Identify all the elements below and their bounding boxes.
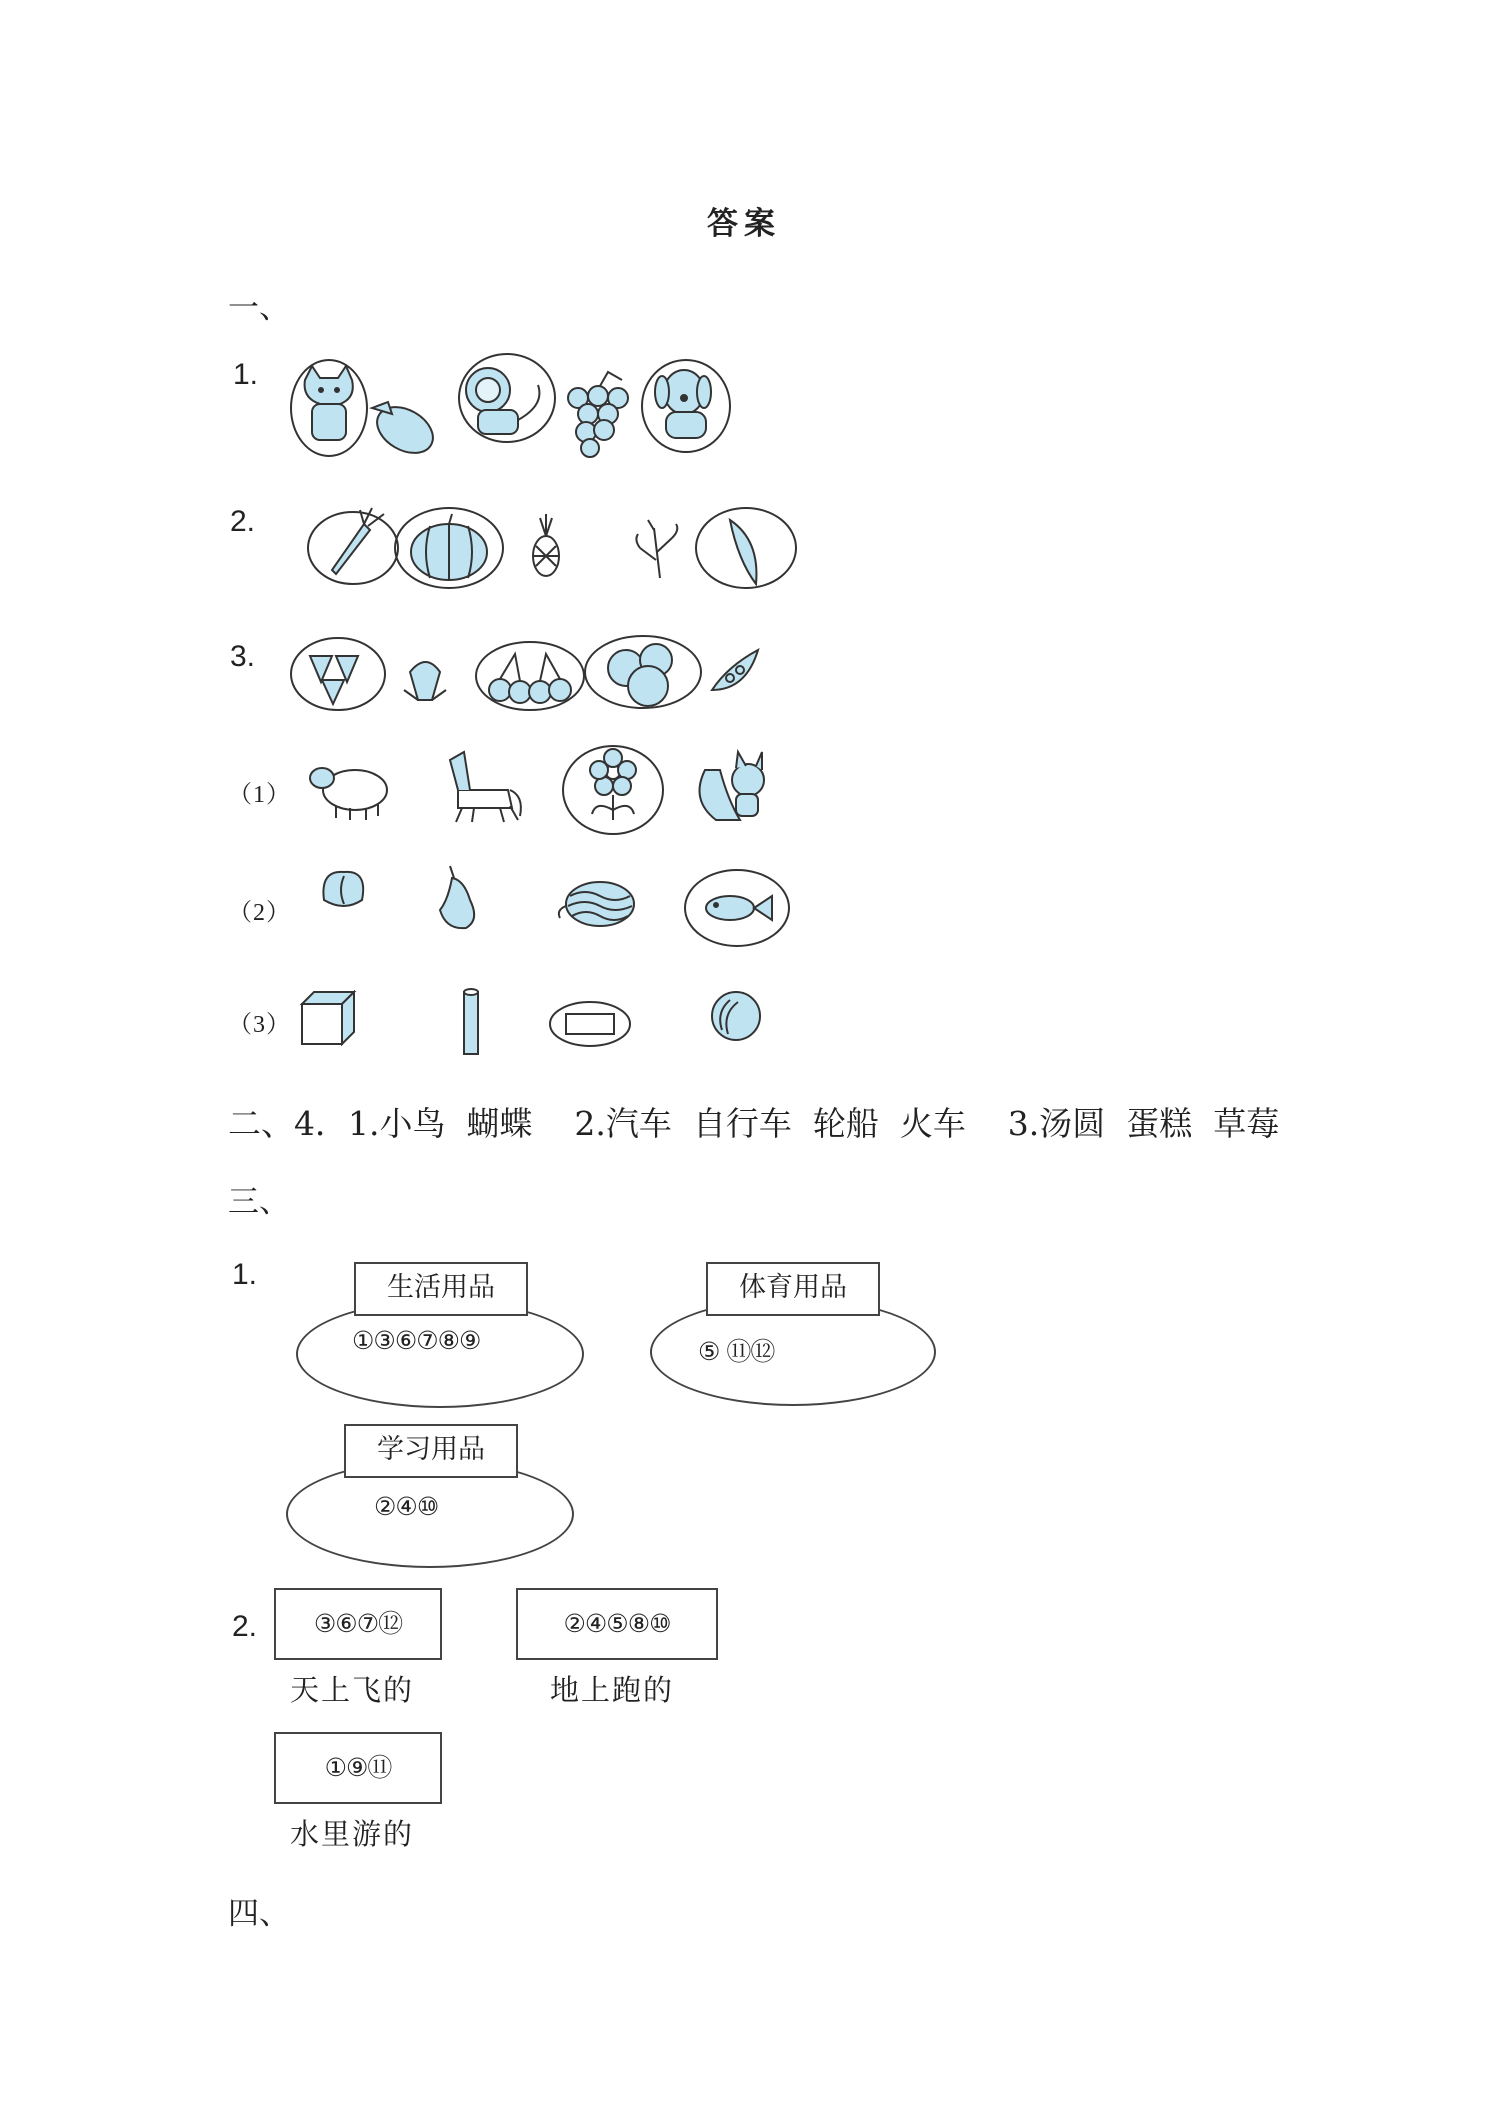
group-items: ⑤ ⑪⑫	[698, 1337, 775, 1366]
group-label: 生活用品	[354, 1262, 528, 1316]
circle-mark	[476, 642, 584, 710]
section-3-heading: 三、	[228, 1184, 290, 1220]
q3-label: 3.	[230, 640, 256, 673]
eggplant-icon	[369, 398, 441, 463]
flower-icon	[590, 749, 636, 820]
group-label: 体育用品	[706, 1262, 880, 1316]
cabbage-icon	[404, 662, 446, 700]
paren-2-label: （2）	[228, 900, 291, 926]
circle-mark	[291, 638, 385, 710]
cherries-icon	[489, 654, 571, 703]
rectangle-icon	[566, 1014, 614, 1034]
cylinder-icon	[464, 989, 478, 1054]
box-caption: 地上跑的	[550, 1673, 675, 1707]
oranges-icon	[608, 644, 672, 706]
strawberries-icon	[310, 656, 358, 704]
box-caption: 天上飞的	[290, 1673, 415, 1707]
pineapple-icon	[533, 514, 559, 576]
group-items: ②④⑩	[374, 1492, 439, 1521]
sheep-icon	[310, 768, 387, 820]
lion-icon	[466, 368, 539, 434]
pear-icon	[440, 866, 474, 928]
answer-box	[516, 1588, 718, 1660]
peas-icon	[712, 650, 758, 690]
group-items: ①③⑥⑦⑧⑨	[352, 1326, 481, 1355]
box-items: ③⑥⑦⑫	[313, 1609, 403, 1638]
horse-icon	[450, 752, 521, 822]
row-1-pictures	[291, 354, 730, 462]
fish-icon	[706, 896, 772, 920]
s3-q1-label: 1.	[232, 1258, 258, 1291]
paren-1-label: （1）	[228, 782, 291, 808]
section-2-answers: 二、4．1.小鸟 蝴蝶 2.汽车 自行车 轮船 火车 3.汤圆 蛋糕 草莓	[228, 1104, 1280, 1143]
answer-box	[274, 1588, 442, 1660]
row-3-pictures	[291, 636, 758, 710]
squirrel-icon	[700, 752, 764, 820]
answer-box	[274, 1732, 442, 1804]
section-1-heading: 一、	[228, 290, 290, 326]
peach-icon	[323, 872, 363, 906]
box-caption: 水里游的	[290, 1817, 415, 1851]
bean-pod-icon	[730, 520, 756, 584]
paren-3-pictures	[302, 989, 760, 1054]
box-items: ①⑨⑪	[324, 1753, 392, 1782]
page-title: 答案	[707, 206, 781, 242]
cube-icon	[302, 992, 354, 1044]
q1-label: 1.	[233, 358, 259, 391]
ball-icon	[712, 992, 760, 1040]
pumpkin-icon	[411, 514, 487, 580]
grapes-icon	[568, 372, 628, 457]
q2-label: 2.	[230, 505, 256, 538]
watermelon-icon	[559, 882, 634, 926]
dog-icon	[655, 370, 711, 438]
row-2-pictures	[308, 508, 796, 588]
s3-q2-label: 2.	[232, 1610, 258, 1643]
paren-3-label: （3）	[228, 1012, 291, 1038]
box-items: ②④⑤⑧⑩	[563, 1609, 671, 1638]
cat-icon	[305, 366, 353, 440]
paren-1-pictures	[310, 746, 764, 834]
flower-sprig-icon	[636, 520, 677, 578]
group-label: 学习用品	[344, 1424, 518, 1478]
section-4-heading: 四、	[228, 1896, 290, 1932]
paren-2-pictures	[323, 866, 789, 946]
